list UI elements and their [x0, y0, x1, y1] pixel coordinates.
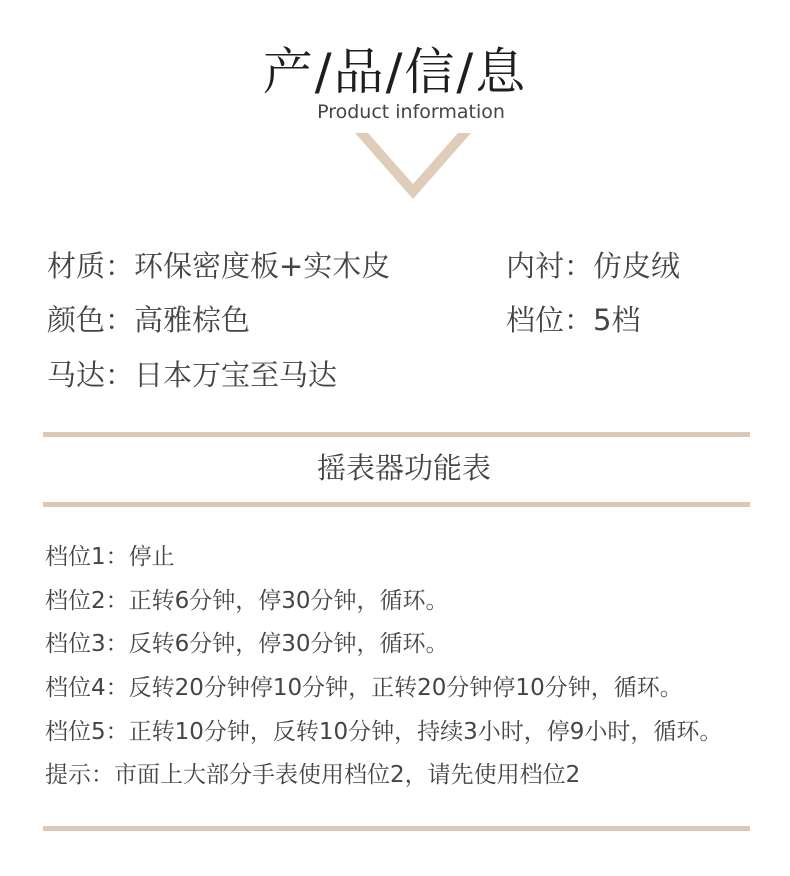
spec-color: 颜色：高雅棕色 [47, 303, 251, 337]
mode-line-3: 档位3：反转6分钟，停30分钟，循环。 [45, 631, 449, 657]
spec-lining: 内衬：仿皮绒 [506, 249, 681, 283]
tip-line: 提示：市面上大部分手表使用档位2，请先使用档位2 [45, 762, 581, 788]
mode-line-1: 档位1：停止 [45, 544, 175, 570]
divider-top [43, 432, 750, 437]
page-title: 产/品/信/息 [262, 43, 528, 101]
mode-line-5: 档位5：正转10分钟，反转10分钟，持续3小时，停9小时，循环。 [45, 719, 723, 745]
spec-gears: 档位：5档 [506, 303, 641, 337]
page-subtitle: Product information [317, 101, 505, 123]
divider-middle [43, 502, 750, 507]
spec-material: 材质：环保密度板+实木皮 [47, 249, 391, 283]
divider-bottom [43, 826, 750, 831]
spec-motor: 马达：日本万宝至马达 [47, 358, 338, 392]
mode-line-4: 档位4：反转20分钟停10分钟，正转20分钟停10分钟，循环。 [45, 675, 683, 701]
chevron-down-icon [355, 133, 471, 201]
function-table-title: 摇表器功能表 [316, 451, 491, 485]
mode-line-2: 档位2：正转6分钟，停30分钟，循环。 [45, 588, 449, 614]
